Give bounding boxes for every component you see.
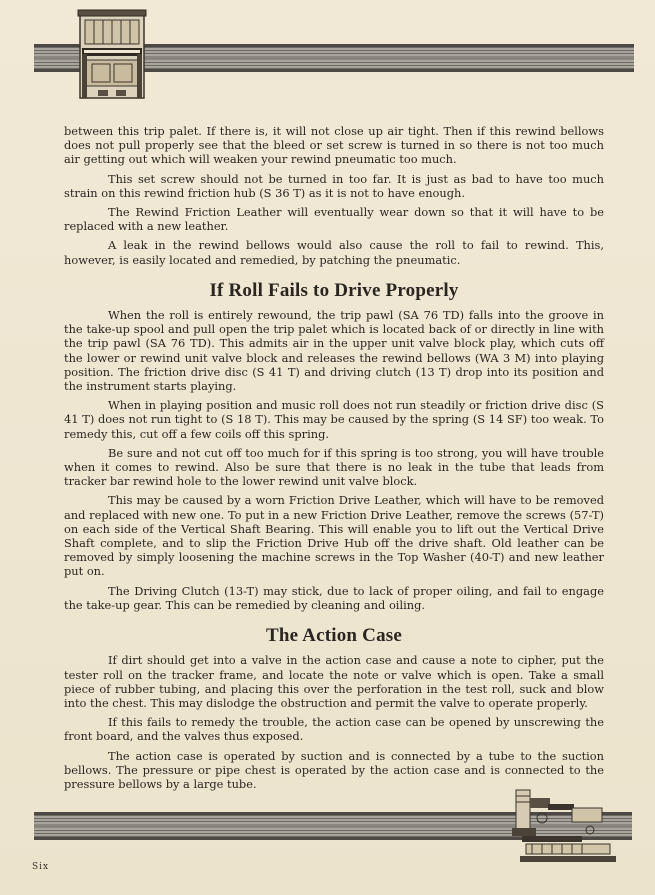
paragraph: The Rewind Friction Leather will eventually wear down so that it will have to be replaced with a new leather. <box>64 205 604 234</box>
page-number: Six <box>32 862 50 872</box>
paragraph: If dirt should get into a valve in the action case and cause a note to cipher, put the tester roll on the tracker frame, and locate the note or valve which is open. Take a small piece of rubber tubing, and placing this over the perforation in the test roll, suck and blow into the chest. This may dislodge the obstruction and permit the valve to operate properly. <box>64 653 604 710</box>
paragraph: If this fails to remedy the trouble, the action case can be opened by unscrewing the front board, and the valves thus exposed. <box>64 715 604 744</box>
paragraph: The Driving Clutch (13-T) may stick, due to lack of proper oiling, and fail to engage the take-up gear. This can be remedied by cleaning and oiling. <box>64 583 604 612</box>
paragraph: This may be caused by a worn Friction Drive Leather, which will have to be removed and replaced with new one. To put in a new Friction Drive Leather, remove the screws (57-T) on each side of the Vertical Shaft Bearing. This will enable you to lift out the Vertical Drive Shaft complete, and to slip the Friction Drive Hub off the drive shaft. Old leather can be removed by simply loosening the machine screws in the Top Washer (40-T) and new leather put on. <box>64 493 604 579</box>
paragraph: When the roll is entirely rewound, the trip pawl (SA 76 TD) falls into the groove in the take-up spool and pull open the trip palet which is located back of or directly in line with the trip pawl (SA 76 TD). This admits air in the upper unit valve block play, which cuts off the lower or rewind unit valve block and releases the rewind bellows (WA 3 M) into playing position. The friction drive disc (S 41 T) and driving clutch (13 T) drop into its position and the instrument starts playing. <box>64 308 604 394</box>
paragraph: The action case is operated by suction and is connected by a tube to the suction bellows. The pressure or pipe chest is operated by the action case and is connected to the pressure bellows by a large tube. <box>64 748 604 791</box>
player-piano-illustration <box>76 8 148 104</box>
paragraph: This set screw should not be turned in too far. It is just as bad to have too much strain on this rewind friction hub (S 36 T) as it is not to have enough. <box>64 171 604 200</box>
paragraph: A leak in the rewind bellows would also cause the roll to fail to rewind. This, however, is easily located and remedied, by patching the pneumatic. <box>64 238 604 267</box>
section-heading-action-case: The Action Case <box>266 625 402 647</box>
paragraph: between this trip palet. If there is, it will not close up air tight. Then if this rewind bellows does not pull properly see that the bleed or set screw is turned in so there is not too much air getting out which will weaken your rewind pneumatic too much. <box>64 124 604 167</box>
paragraph: When in playing position and music roll does not run steadily or friction drive disc (S 41 T) does not run tight to (S 18 T). This may be caused by the spring (S 14 SF) too weak. To remedy this, cut off a few coils off this spring. <box>64 398 604 441</box>
paragraph: Be sure and not cut off too much for if this spring is too strong, you will have trouble when it comes to rewind. Also be sure that there is no leak in the tube that leads from tracker bar rewind hole to the lower rewind unit valve block. <box>64 445 604 489</box>
player-mechanism-illustration <box>502 788 622 866</box>
section-heading-roll-drive: If Roll Fails to Drive Properly <box>209 279 459 301</box>
document-body <box>64 124 604 796</box>
